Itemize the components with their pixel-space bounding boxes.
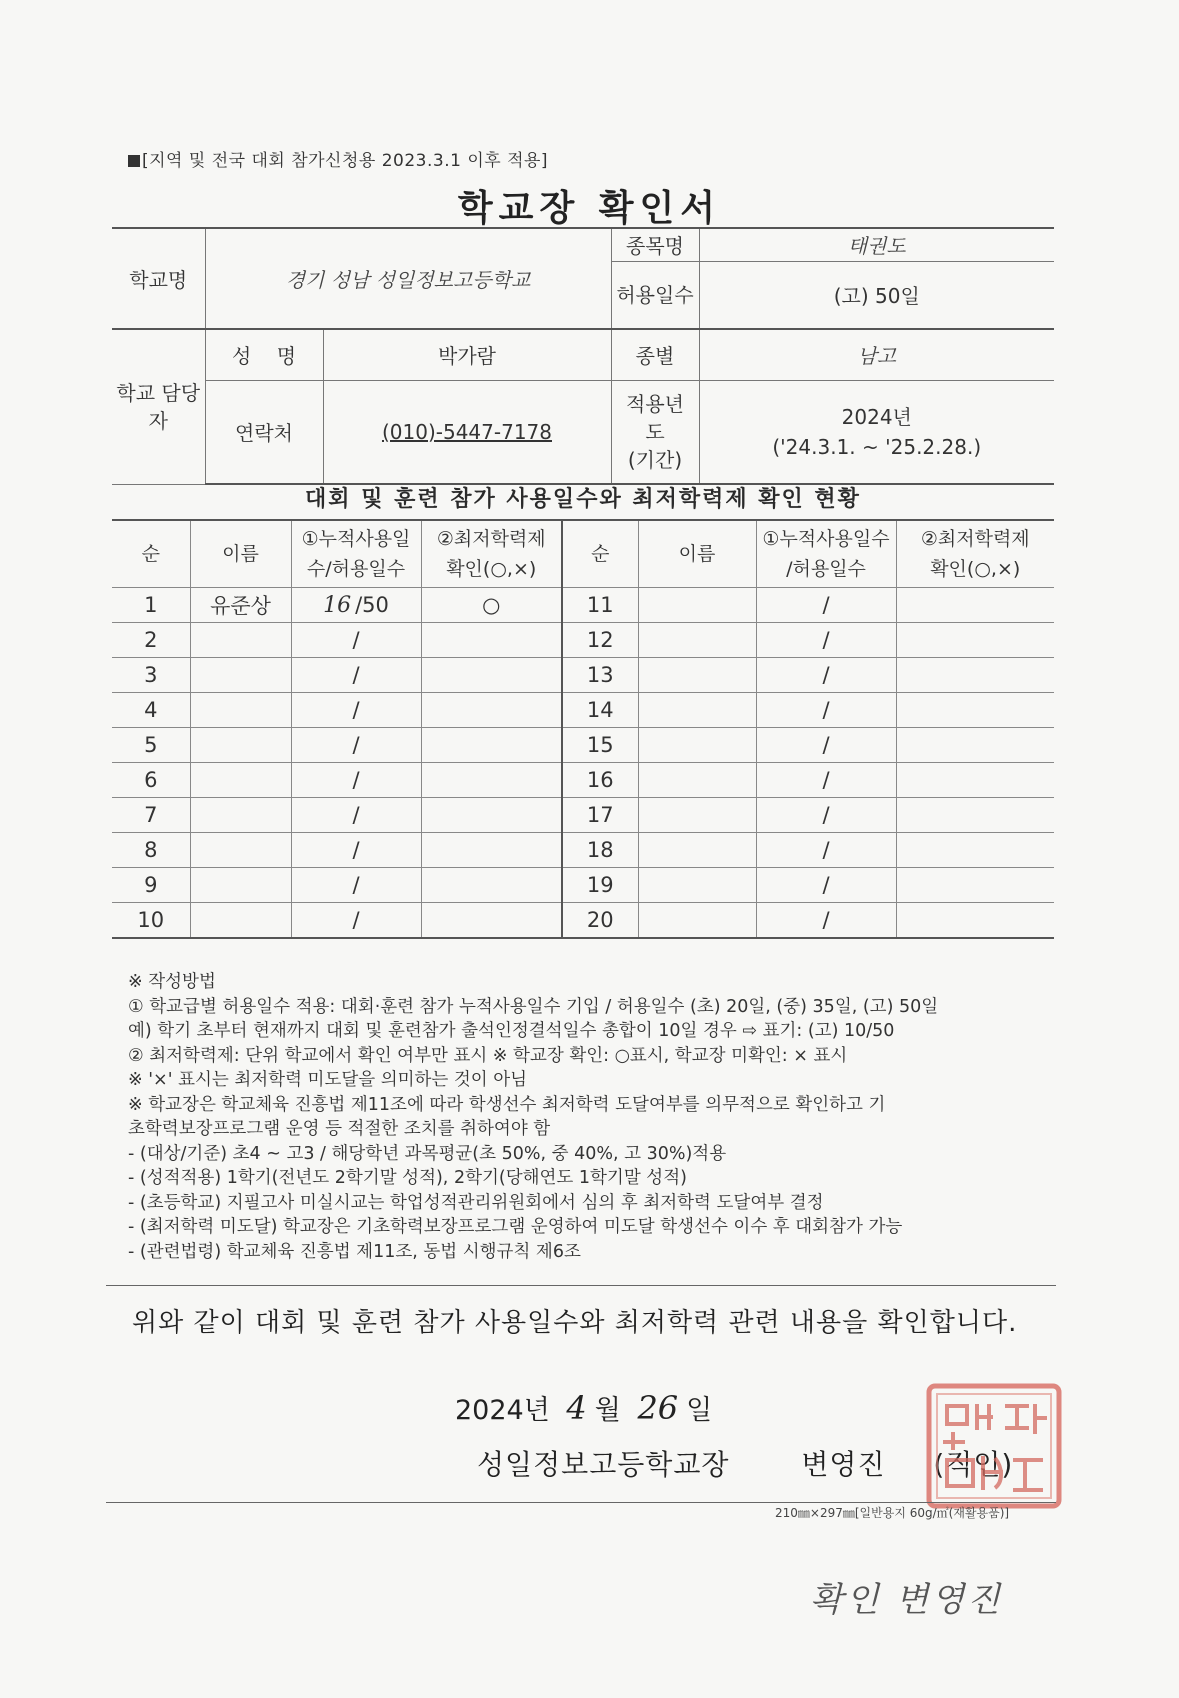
note-line: ② 최저학력제: 단위 학교에서 확인 여부만 표시 ※ 학교장 확인: ○표시, 학교장 미확인: × 표시 bbox=[128, 1045, 848, 1066]
header-min-level: ②최저학력제 확인(○,×) bbox=[421, 520, 562, 588]
date-day: 26 bbox=[637, 1389, 679, 1427]
paper-info: 210㎜×297㎜[일반용지 60g/㎡(재활용품)] bbox=[775, 1506, 1010, 1520]
period-value: ('24.3.1. ~ '25.2.28.) bbox=[772, 434, 982, 459]
official-seal-icon bbox=[925, 1382, 1063, 1510]
handwritten-note: 확인 변영진 bbox=[810, 1580, 1004, 1620]
document-title: 학교장 확인서 bbox=[457, 188, 722, 229]
row-check: ○ bbox=[421, 588, 562, 623]
header-no: 순 bbox=[112, 520, 190, 588]
status-table bbox=[112, 519, 1054, 939]
row-no-right: 11 bbox=[562, 588, 638, 623]
seal-label: (직인) bbox=[933, 1448, 1014, 1481]
date-line: 2024년 4 월 26 일 bbox=[455, 1389, 713, 1427]
name-label: 성 명 bbox=[205, 329, 323, 380]
header-days-right: ①누적사용일수 /허용일수 bbox=[756, 520, 896, 588]
header-min-level-right: ②최저학력제 확인(○,×) bbox=[896, 520, 1054, 588]
category-label: 종별 bbox=[611, 329, 699, 380]
allowed-days-value: (고) 50일 bbox=[699, 261, 1054, 329]
table-row: 6 / 16 / bbox=[112, 763, 1054, 798]
table-row bbox=[112, 588, 1054, 623]
date-month: 4 bbox=[566, 1389, 587, 1427]
row-no: 1 bbox=[112, 588, 190, 623]
note-line: - (대상/기준) 초4 ~ 고3 / 해당학년 과목평균(초 50%, 중 40%, 고 30%)적용 bbox=[128, 1143, 727, 1164]
square-bullet-icon bbox=[128, 155, 140, 167]
note-line: ※ 작성방법 bbox=[128, 972, 216, 992]
header-note-text: [지역 및 전국 대회 참가신청용 2023.3.1 이후 적용] bbox=[142, 151, 549, 171]
year-value: 2024년 bbox=[841, 404, 912, 429]
note-line: 초학력보장프로그램 운영 등 적절한 조치를 취하여야 함 bbox=[128, 1119, 551, 1139]
name-value: 박가람 bbox=[323, 329, 611, 380]
header-name: 이름 bbox=[190, 520, 291, 588]
contact-label: 연락처 bbox=[205, 380, 323, 484]
info-table bbox=[112, 227, 1054, 485]
confirmation-statement: 위와 같이 대회 및 훈련 참가 사용일수와 최저학력 관련 내용을 확인합니다. bbox=[132, 1308, 1018, 1338]
period-label: (기간) bbox=[627, 447, 683, 472]
note-line: - (초등학교) 지필고사 미실시교는 학업성적관리위원회에서 심의 후 최저학력 도달여부 결정 bbox=[128, 1192, 824, 1213]
date-year: 2024년 bbox=[455, 1395, 550, 1426]
row-name: 유준상 bbox=[190, 588, 291, 623]
note-line: 예) 학기 초부터 현재까지 대회 및 훈련참가 출석인정결석일수 총합이 10일 경우 ⇨ 표기: (고) 10/50 bbox=[128, 1021, 895, 1041]
table-row: 3 / 13 / bbox=[112, 658, 1054, 693]
divider bbox=[106, 1285, 1056, 1286]
row-days-right: / bbox=[756, 588, 896, 623]
note-line: ① 학교급별 허용일수 적용: 대회·훈련 참가 누적사용일수 기입 / 허용일수 (초) 20일, (중) 35일, (고) 50일 bbox=[128, 996, 939, 1017]
table-row: 8 / 18 / bbox=[112, 833, 1054, 868]
writing-instructions bbox=[128, 970, 1068, 1264]
sport-label: 종목명 bbox=[611, 228, 699, 261]
note-line: - (성적적용) 1학기(전년도 2학기말 성적), 2학기(당해연도 1학기말 성적) bbox=[128, 1168, 687, 1188]
school-label: 학교명 bbox=[112, 228, 205, 329]
contact-value: (010)-5447-7178 bbox=[381, 419, 552, 444]
table-row: 9 / 19 / bbox=[112, 868, 1054, 903]
header-no-right: 순 bbox=[562, 520, 638, 588]
note-line: - (관련법령) 학교체육 진흥법 제11조, 동법 시행규칙 제6조 bbox=[128, 1241, 581, 1262]
school-principal-title: 성일정보고등학교장 bbox=[477, 1448, 730, 1481]
category-value: 남고 bbox=[699, 329, 1054, 380]
year-label: 적용년도 bbox=[626, 391, 684, 444]
school-value: 경기 성남 성일정보고등학교 bbox=[205, 228, 611, 329]
sport-value: 태권도 bbox=[699, 228, 1054, 261]
section-title: 대회 및 훈련 참가 사용일수와 최저학력제 확인 현황 bbox=[305, 487, 861, 512]
row-name-right bbox=[638, 588, 756, 623]
table-row: 5 / 15 / bbox=[112, 728, 1054, 763]
row-check-right bbox=[896, 588, 1054, 623]
table-row: 4 / 14 / bbox=[112, 693, 1054, 728]
header-note bbox=[128, 146, 548, 171]
table-row: 2 / 12 / bbox=[112, 623, 1054, 658]
bottom-divider bbox=[106, 1502, 1056, 1503]
table-row: 7 / 17 / bbox=[112, 798, 1054, 833]
manager-label: 학교 담당자 bbox=[112, 329, 205, 484]
note-line: ※ 학교장은 학교체육 진흥법 제11조에 따라 학생선수 최저학력 도달여부를 의무적으로 확인하고 기 bbox=[128, 1094, 886, 1115]
note-line: ※ '×' 표시는 최저학력 미도달을 의미하는 것이 아님 bbox=[128, 1070, 528, 1090]
table-row: 10 / 20 / bbox=[112, 903, 1054, 939]
row-days: 16 /50 bbox=[291, 588, 421, 623]
header-name-right: 이름 bbox=[638, 520, 756, 588]
note-line: - (최저학력 미도달) 학교장은 기초학력보장프로그램 운영하여 미도달 학생선수 이수 후 대회참가 가능 bbox=[128, 1217, 903, 1237]
header-days: ①누적사용일 수/허용일수 bbox=[291, 520, 421, 588]
allowed-days-label: 허용일수 bbox=[611, 261, 699, 329]
principal-name: 변영진 bbox=[801, 1448, 886, 1481]
